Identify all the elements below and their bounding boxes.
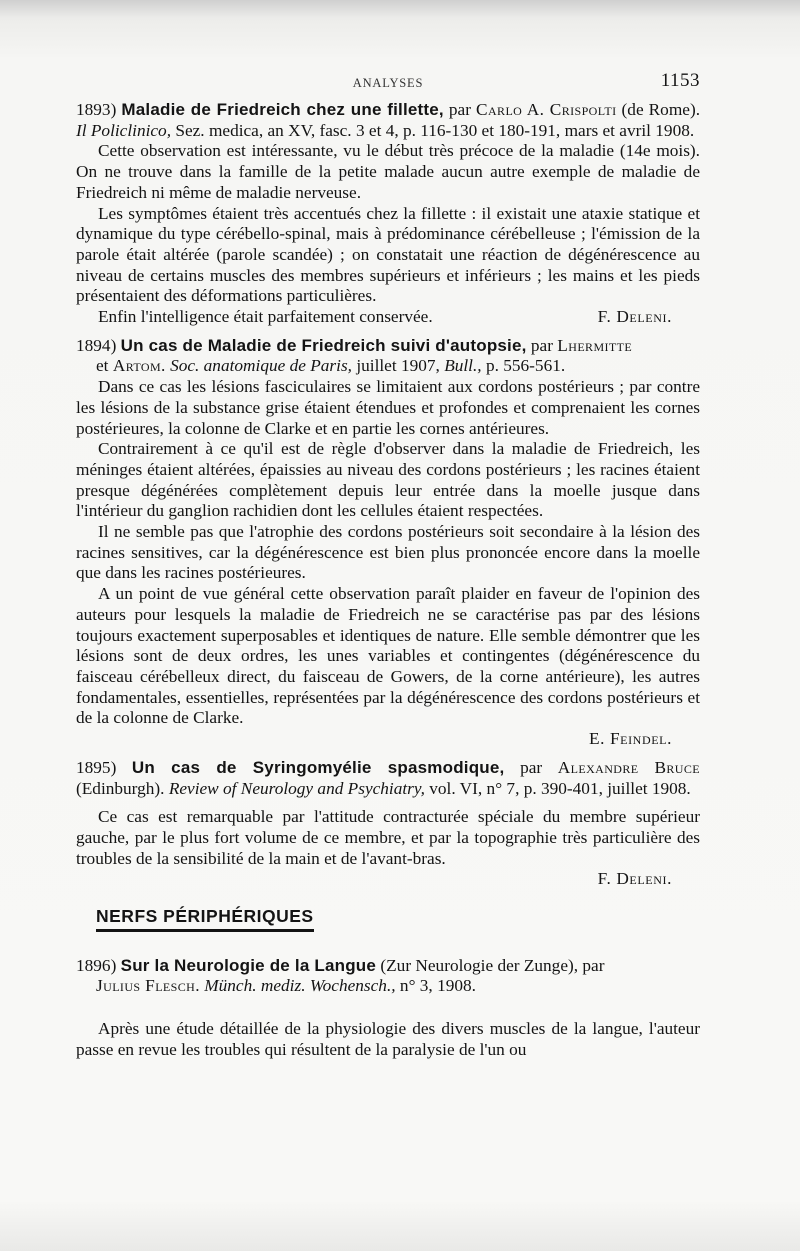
entry-heading: 1894) Un cas de Maladie de Friedreich suivi d'autopsie, par Lhermitte: [76, 335, 633, 355]
page-header: [76, 68, 700, 98]
entry-number: 1894): [76, 335, 117, 355]
journal-name: Münch. mediz. Wochensch.,: [204, 976, 396, 996]
signature: F. Deleni.: [597, 869, 672, 889]
paragraph: Contrairement à ce qu'il est de règle d'observer dans la maladie de Friedreich, les méninges étaient altérées, épaissies au niveau des cordons postérieurs ; les racines étaient presque dégénérées complètement depuis leur entrée dans la moelle jusque dans l'intérieur du ganglion rachidien dont les cellules étaient respectées.: [76, 439, 700, 521]
entry-heading: 1896) Sur la Neurologie de la Langue (Zur Neurologie der Zunge), par: [76, 955, 605, 975]
entry-number: 1895): [76, 757, 117, 777]
section-title: NERFS PÉRIPHÉRIQUES: [96, 906, 314, 932]
entry-title: Sur la Neurologie de la Langue: [120, 955, 377, 975]
entry-title: Un cas de Syringomyélie spasmodique,: [131, 757, 505, 777]
section-heading: [76, 906, 700, 932]
signature: F. Deleni.: [597, 307, 672, 327]
entry-reference: et Artom. Soc. anatomique de Paris, juillet 1907, Bull., p. 556-561.: [96, 356, 566, 376]
journal-name: Soc. anatomique de Paris,: [170, 356, 352, 376]
entry-number: 1896): [76, 955, 117, 975]
paragraph: Il ne semble pas que l'atrophie des cordons postérieurs soit secondaire à la lésion des racines sensitives, car la dégénérescence est bien plus prononcée encore dans la moelle que dans les racines postérieures.: [76, 522, 700, 583]
entry-author: Lhermitte: [557, 335, 633, 355]
entry-heading: 1893) Maladie de Friedreich chez une fillette, par Carlo A. Crispolti (de Rome). Il Policlinico, Sez. medica, an XV, fasc. 3 et 4, p. 116-130 et 180-191, mars et avril 1908.: [76, 100, 701, 140]
entry-1893: [76, 100, 700, 328]
paragraph: Enfin l'intelligence était parfaitement conservée.: [98, 307, 433, 327]
paragraph: A un point de vue général cette observation paraît plaider en faveur de l'opinion des auteurs pour lesquels la maladie de Friedreich ne se caractérise pas par des lésions toujours exactement superposables et identiques de nature. Elle semble démontrer que les lésions sont de deux ordres, les unes variables et contingentes (dégénérescence du faisceau cérébelleux direct, du faisceau de Gowers, de la corne antérieure), les autres fondamentales, essentielles, représentées par la dégénérescence des cordons postérieurs et de la colonne de Clarke.: [76, 584, 700, 728]
entry-heading: 1895) Un cas de Syringomyélie spasmodique, par Alexandre Bruce (Edinburgh). Review of Neurology and Psychiatry, vol. VI, n° 7, p. 390-401, juillet 1908.: [76, 757, 700, 798]
entry-title: Maladie de Friedreich chez une fillette,: [121, 100, 444, 119]
entry-1896: [76, 956, 700, 1061]
entry-1895: [76, 758, 700, 890]
entry-author: Carlo A. Crispolti: [476, 100, 617, 119]
entry-title: Un cas de Maladie de Friedreich suivi d'autopsie,: [120, 335, 527, 355]
entry-author: Alexandre Bruce: [557, 757, 700, 777]
page-number: 1153: [660, 70, 700, 91]
running-head: ANALYSES: [352, 76, 424, 90]
journal-name: Review of Neurology and Psychiatry,: [168, 778, 425, 798]
paragraph: Cette observation est intéressante, vu le début très précoce de la maladie (14e mois). On ne trouve dans la famille de la petite malade aucun autre exemple de maladie de Friedreich ni même de maladie nerveuse.: [76, 141, 700, 202]
paragraph: Les symptômes étaient très accentués chez la fillette : il existait une ataxie statique et dynamique du type cérébello-spinal, mais à prédominance cérébelleuse ; l'émission de la parole était altérée (parole scandée) ; on constatait une réaction de dégénérescence au niveau de certains muscles des membres supérieurs et inférieurs ; les mains et les pieds présentaient des déformations particulières.: [76, 203, 700, 306]
journal-abbrev: Bull.,: [444, 356, 482, 376]
entry-coauthor: Artom.: [112, 356, 166, 376]
entry-author: Julius Flesch.: [96, 976, 200, 996]
entry-1894: [76, 336, 700, 750]
entry-number: 1893): [76, 100, 117, 119]
paragraph: Dans ce cas les lésions fasciculaires se limitaient aux cordons postérieurs ; par contre les lésions de la substance grise étaient étendues et profondes et comprenaient les cornes postérieures, la colonne de Clarke et en partie les cornes antérieures.: [76, 377, 700, 438]
signature: E. Feindel.: [588, 729, 672, 749]
closing-line: [76, 307, 700, 328]
paragraph: Ce cas est remarquable par l'attitude contracturée spéciale du membre supérieur gauche, par le plus fort volume de ce membre, et par la topographie très particulière des troubles de la sensibilité de la main et de l'avant-bras.: [76, 807, 700, 868]
entry-reference: Julius Flesch. Münch. mediz. Wochensch., n° 3, 1908.: [96, 976, 476, 996]
paragraph: Après une étude détaillée de la physiologie des divers muscles de la langue, l'auteur passe en revue les troubles qui résultent de la paralysie de l'un ou: [76, 1019, 700, 1059]
journal-name: Il Policlinico,: [76, 120, 172, 140]
page-content: [76, 100, 700, 1061]
